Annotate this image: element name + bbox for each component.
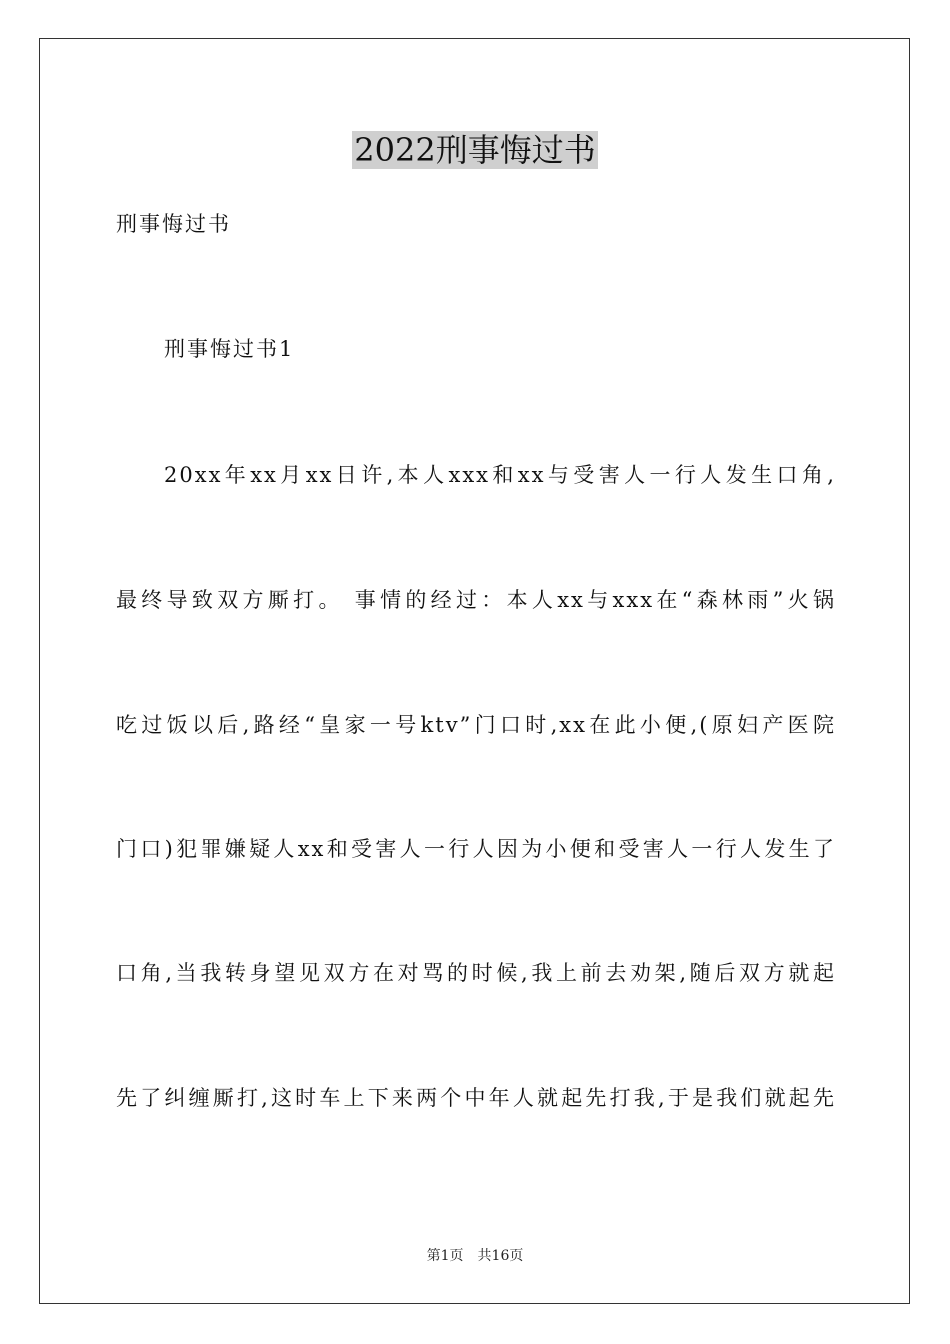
document-subtitle: 刑事悔过书 [116,212,231,236]
paragraph-line: 口角,当我转身望见双方在对骂的时候,我上前去劝架,随后双方就起 [116,961,836,985]
paragraph-line: 20xx年xx月xx日许,本人xxx和xx与受害人一行人发生口角, [164,463,836,487]
paragraph-line: 最终导致双方厮打。 事情的经过：本人xx与xxx在“森林雨”火锅 [116,588,836,612]
paragraph-line: 门口)犯罪嫌疑人xx和受害人一行人因为小便和受害人一行人发生了 [116,837,836,861]
document-title-text: 2022刑事悔过书 [354,131,596,169]
paragraph-line: 先了纠缠厮打,这时车上下来两个中年人就起先打我,于是我们就起先 [116,1086,836,1110]
document-title [0,128,950,172]
section-heading: 刑事悔过书1 [164,337,295,361]
page-footer [0,1246,950,1266]
paragraph-line: 吃过饭以后,路经“皇家一号ktv”门口时,xx在此小便,(原妇产医院 [116,713,836,737]
page-number-info: 第1页 共16页 [426,1248,524,1264]
